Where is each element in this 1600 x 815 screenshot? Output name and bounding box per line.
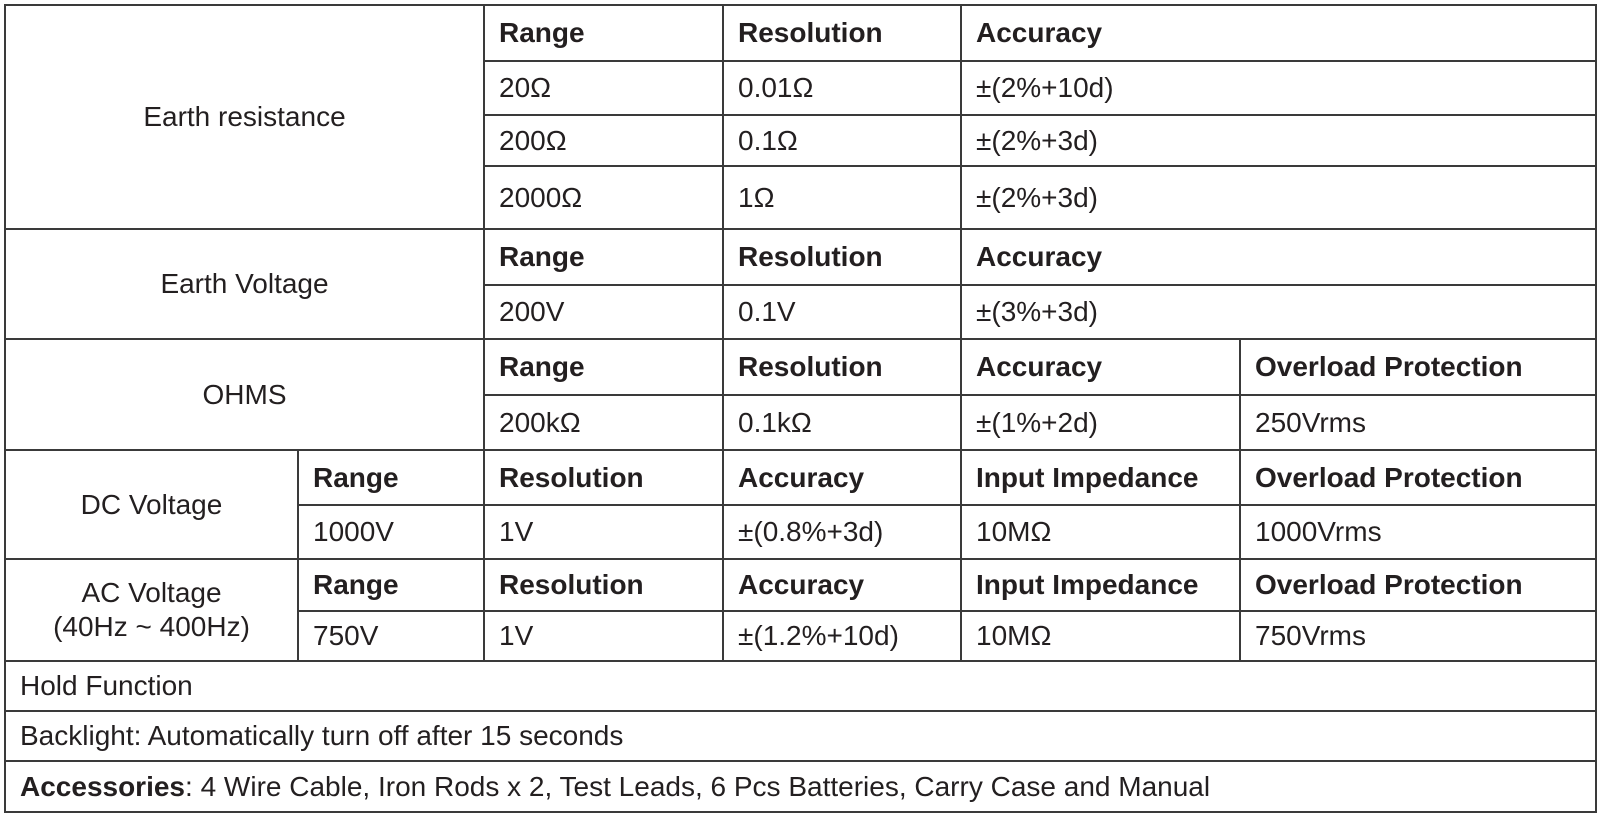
accessories-row — [4, 760, 1597, 813]
table-cell: 750Vrms — [1239, 610, 1597, 662]
earth-resistance-header-range: Range — [483, 4, 724, 62]
table-cell: 1000Vrms — [1239, 504, 1597, 560]
ac-voltage-header-impedance: Input Impedance — [960, 558, 1241, 612]
backlight-row: Backlight: Automatically turn off after 15 seconds — [4, 710, 1597, 762]
earth-resistance-label: Earth resistance — [4, 4, 485, 230]
dc-voltage-header-overload: Overload Protection — [1239, 449, 1597, 506]
ohms-header-accuracy: Accuracy — [960, 338, 1241, 396]
ohms-header-range: Range — [483, 338, 724, 396]
table-cell: 10MΩ — [960, 504, 1241, 560]
ac-voltage-label — [4, 558, 299, 662]
dc-voltage-header-resolution: Resolution — [483, 449, 724, 506]
dc-voltage-label: DC Voltage — [4, 449, 299, 560]
dc-voltage-header-accuracy: Accuracy — [722, 449, 962, 506]
table-cell: 250Vrms — [1239, 394, 1597, 451]
table-cell: 10MΩ — [960, 610, 1241, 662]
ac-voltage-header-accuracy: Accuracy — [722, 558, 962, 612]
table-cell: 750V — [297, 610, 485, 662]
table-cell: 200kΩ — [483, 394, 724, 451]
table-cell: ±(2%+10d) — [960, 60, 1597, 116]
table-cell: 200Ω — [483, 114, 724, 167]
ohms-label: OHMS — [4, 338, 485, 451]
table-cell: 1Ω — [722, 165, 962, 230]
ac-voltage-label-line1: AC Voltage — [81, 577, 222, 609]
table-cell: ±(1.2%+10d) — [722, 610, 962, 662]
ac-voltage-header-resolution: Resolution — [483, 558, 724, 612]
earth-resistance-header-resolution: Resolution — [722, 4, 962, 62]
ohms-header-overload: Overload Protection — [1239, 338, 1597, 396]
earth-voltage-header-resolution: Resolution — [722, 228, 962, 286]
table-cell: ±(1%+2d) — [960, 394, 1241, 451]
table-cell: ±(2%+3d) — [960, 114, 1597, 167]
table-cell: 0.1kΩ — [722, 394, 962, 451]
accessories-label: Accessories — [20, 770, 186, 802]
table-cell: 0.1V — [722, 284, 962, 340]
earth-resistance-header-accuracy: Accuracy — [960, 4, 1597, 62]
table-cell: ±(3%+3d) — [960, 284, 1597, 340]
ac-voltage-header-range: Range — [297, 558, 485, 612]
earth-voltage-label: Earth Voltage — [4, 228, 485, 340]
table-cell: ±(0.8%+3d) — [722, 504, 962, 560]
accessories-text: : 4 Wire Cable, Iron Rods x 2, Test Leads, 6 Pcs Batteries, Carry Case and Manual — [185, 770, 1211, 802]
dc-voltage-header-range: Range — [297, 449, 485, 506]
table-cell: 1V — [483, 504, 724, 560]
table-cell: 0.01Ω — [722, 60, 962, 116]
table-cell: 0.1Ω — [722, 114, 962, 167]
ac-voltage-header-overload: Overload Protection — [1239, 558, 1597, 612]
table-cell: 1V — [483, 610, 724, 662]
earth-voltage-header-range: Range — [483, 228, 724, 286]
table-cell: 1000V — [297, 504, 485, 560]
ac-voltage-label-line2: (40Hz ~ 400Hz) — [53, 611, 250, 642]
table-cell: 2000Ω — [483, 165, 724, 230]
hold-function-row: Hold Function — [4, 660, 1597, 712]
table-cell: ±(2%+3d) — [960, 165, 1597, 230]
table-cell: 200V — [483, 284, 724, 340]
dc-voltage-header-impedance: Input Impedance — [960, 449, 1241, 506]
table-cell: 20Ω — [483, 60, 724, 116]
ohms-header-resolution: Resolution — [722, 338, 962, 396]
earth-voltage-header-accuracy: Accuracy — [960, 228, 1597, 286]
